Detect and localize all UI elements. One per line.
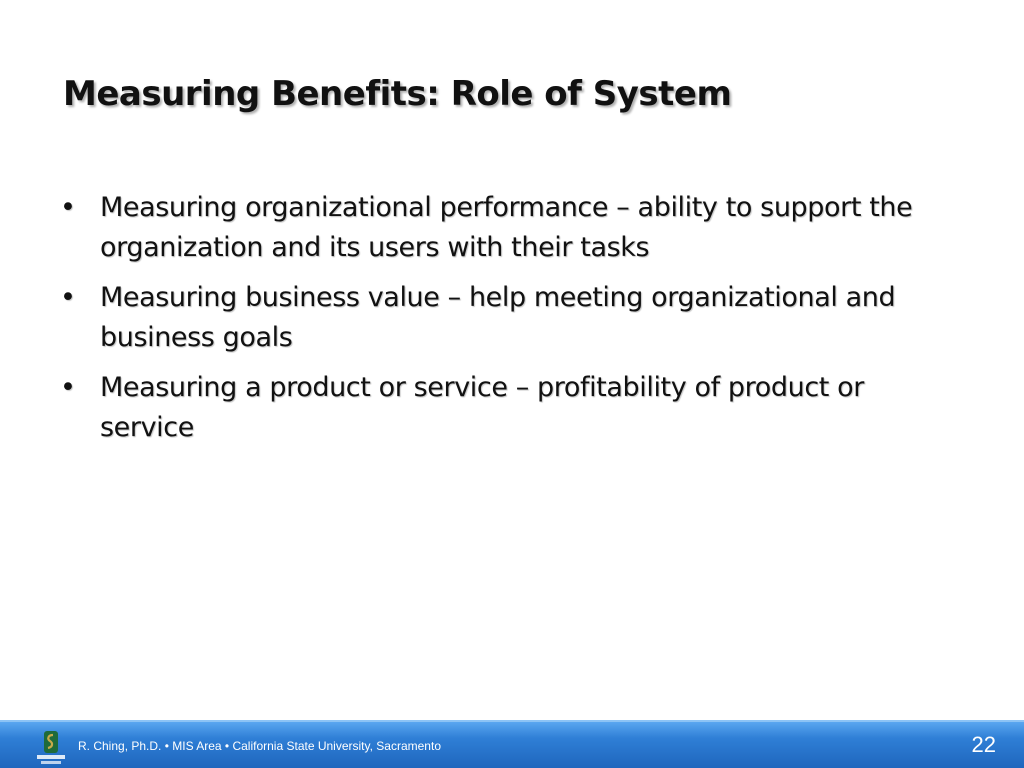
bullet-text: Measuring business value – help meeting organizational and business goals (100, 282, 896, 353)
footer-credit: R. Ching, Ph.D. • MIS Area • California State University, Sacramento (78, 739, 441, 753)
bullet-text: Measuring a product or service – profitability of product or service (100, 372, 864, 443)
page-number: 22 (971, 732, 996, 757)
bullet-item (60, 188, 960, 268)
sacramento-state-logo (36, 730, 66, 766)
bullet-dot: • (60, 282, 76, 313)
footer-bar (0, 720, 1024, 768)
logo-icon (36, 730, 66, 766)
bullet-text: Measuring organizational performance – ability to support the organization and its users with their tasks (100, 192, 913, 263)
bullet-dot: • (60, 192, 76, 223)
bullet-dot: • (60, 372, 76, 403)
bullet-item (60, 368, 960, 448)
bullet-list (60, 188, 960, 458)
slide-title: Measuring Benefits: Role of System (63, 74, 732, 114)
bullet-item (60, 278, 960, 358)
